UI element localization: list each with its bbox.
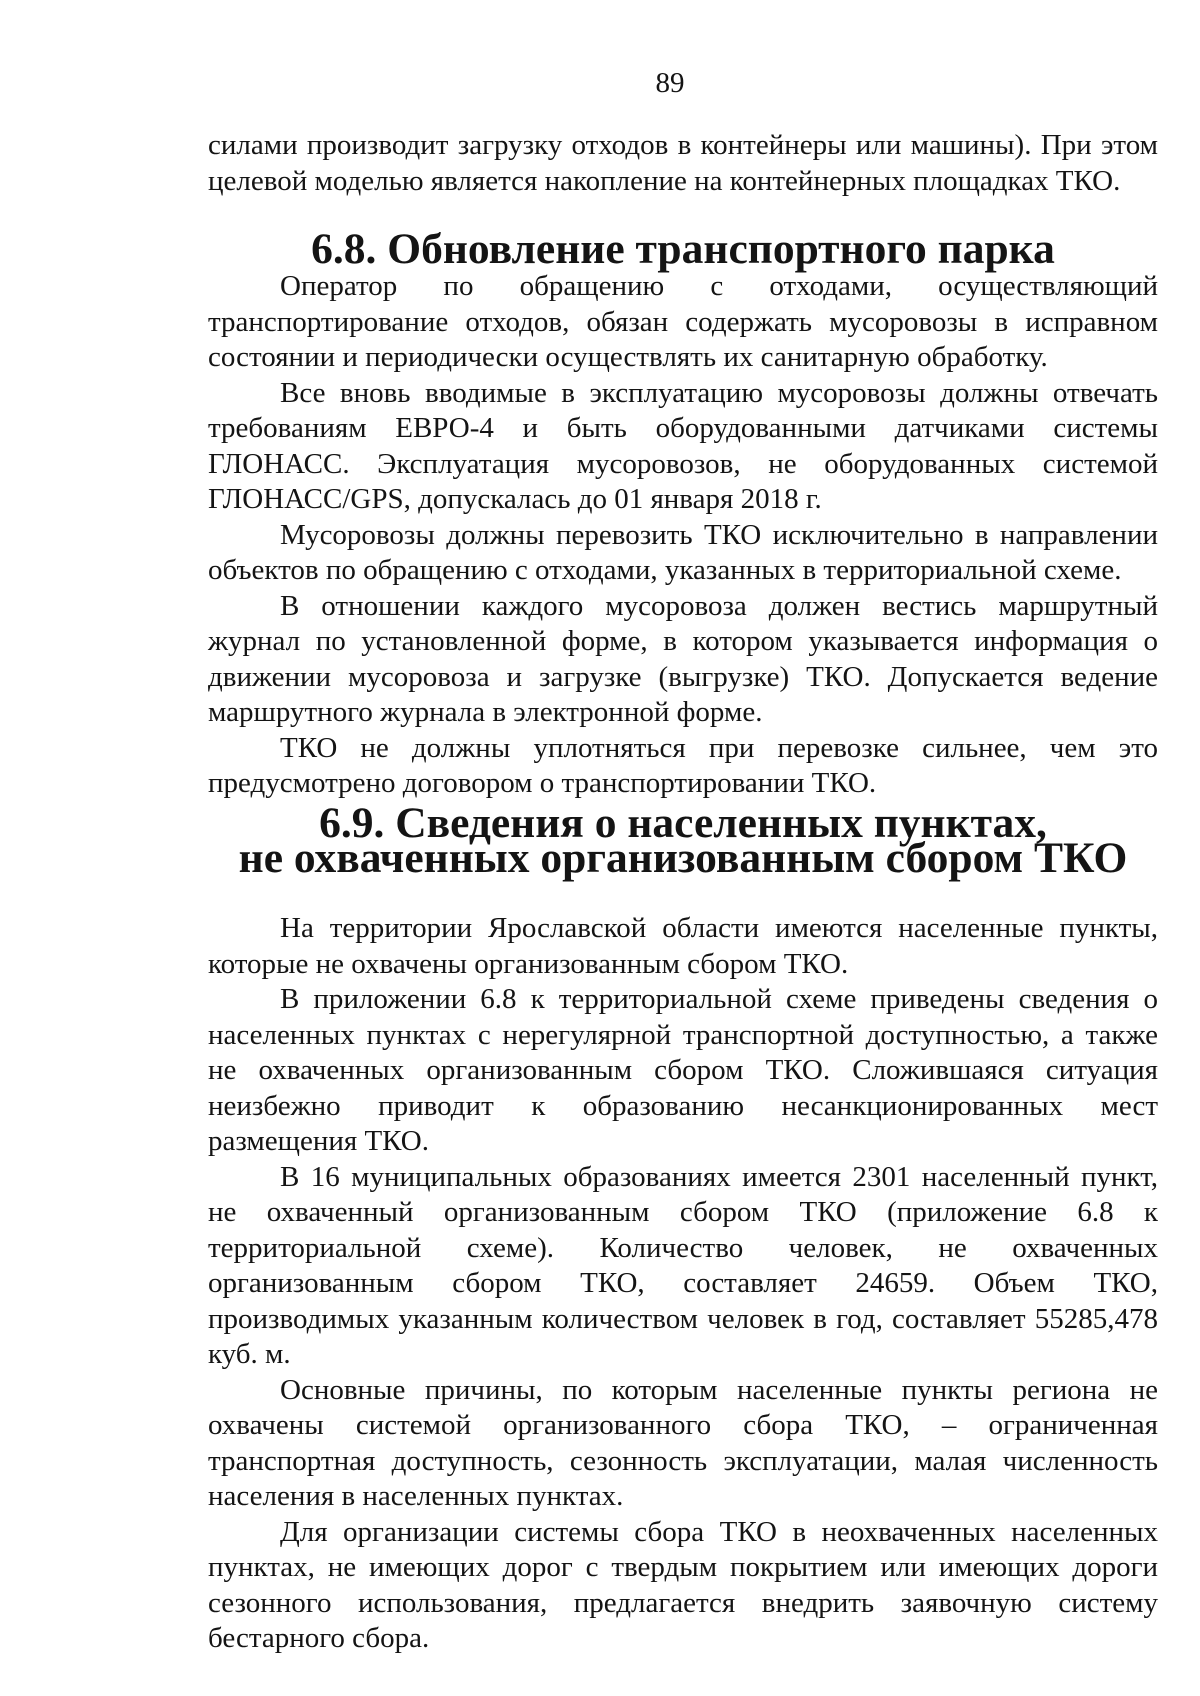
- paragraph: На территории Ярославской области имеются населенные пункты, которые не охвачены организованным сбором ТКО.: [208, 912, 1158, 980]
- paragraph: В приложении 6.8 к территориальной схеме приведены сведения о населенных пунктах с нерегулярной транспортной доступностью, а также не охваченных организованным сбором ТКО. Сложившаяся ситуация неизбежно приводит к образованию несанкционированных мест размещения ТКО.: [208, 983, 1158, 1157]
- paragraph: В 16 муниципальных образованиях имеется 2301 населенный пункт, не охваченный организованным сбором ТКО (приложение 6.8 к территориальной схеме). Количество человек, не охваченных организованным сбором ТКО, составляет 24659. Объем ТКО, производимых указанным количеством человек в год, составляет 55285,478 куб. м.: [208, 1160, 1158, 1370]
- intro-text-block: [208, 128, 1158, 199]
- section-6-9-body: [208, 911, 1158, 1657]
- page-number: 89: [655, 67, 685, 99]
- paragraph: В отношении каждого мусоровоза должен вестись маршрутный журнал по установленной форме, в котором указывается информация о движении мусоровоза и загрузке (выгрузке) ТКО. Допускается ведение маршрутного журнала в электронной форме.: [208, 589, 1158, 728]
- paragraph: Мусоровозы должны перевозить ТКО исключительно в направлении объектов по обращению с отходами, указанных в территориальной схеме.: [208, 518, 1158, 586]
- paragraph: силами производит загрузку отходов в контейнеры или машины). При этом целевой моделью является накопление на контейнерных площадках ТКО.: [208, 129, 1158, 197]
- paragraph: Для организации системы сбора ТКО в неохваченных населенных пунктах, не имеющих дорог с твердым покрытием или имеющих дороги сезонного использования, предлагается внедрить заявочную систему бестарного сбора.: [208, 1515, 1158, 1654]
- paragraph: Все вновь вводимые в эксплуатацию мусоровозы должны отвечать требованиям ЕВРО-4 и быть оборудованными датчиками системы ГЛОНАСС. Эксплуатация мусоровозов, не оборудованных системой ГЛОНАСС/GPS, допускалась до 01 января 2018 г.: [208, 376, 1158, 515]
- heading-line: 6.9. Сведения о населенных пунктах,: [319, 799, 1047, 847]
- paragraph: ТКО не должны уплотняться при перевозке сильнее, чем это предусмотрено договором о транспортировании ТКО.: [208, 731, 1158, 799]
- paragraph: Основные причины, по которым населенные пункты региона не охвачены системой организованного сбора ТКО, – ограниченная транспортная доступность, сезонность эксплуатации, малая численность населения в населенных пунктах.: [208, 1373, 1158, 1512]
- section-6-8-body: [208, 269, 1158, 802]
- heading-line: не охваченных организованным сбором ТКО: [238, 834, 1128, 882]
- section-heading-6-8: 6.8. Обновление транспортного парка: [311, 225, 1055, 273]
- paragraph: Оператор по обращению с отходами, осуществляющий транспортирование отходов, обязан содержать мусоровозы в исправном состоянии и периодически осуществлять их санитарную обработку.: [208, 270, 1158, 373]
- section-heading-6-9: [208, 799, 1158, 882]
